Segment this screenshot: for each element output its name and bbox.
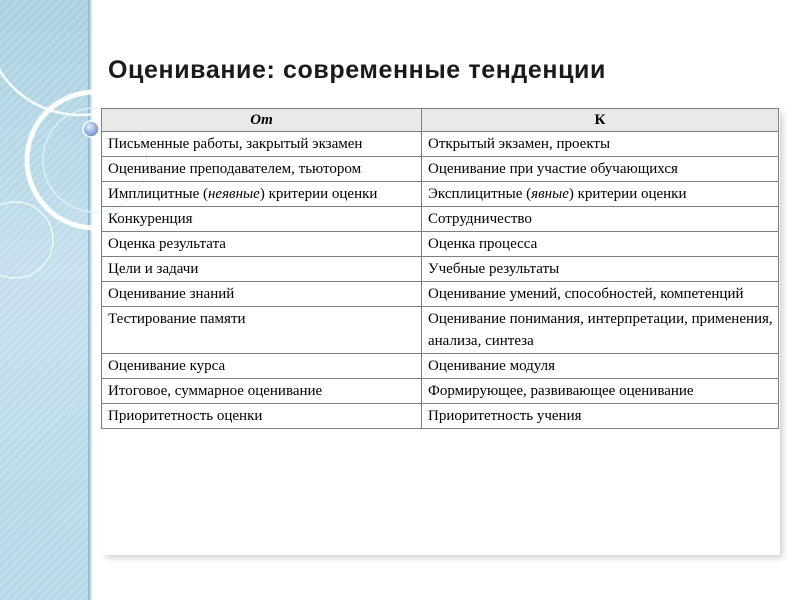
table-row xyxy=(102,182,779,207)
cell-from-text-before: Имплицитные ( xyxy=(108,186,208,202)
cell-to-text-before: Учебные результаты xyxy=(428,261,560,277)
cell-to xyxy=(422,132,779,157)
cell-to xyxy=(422,257,779,282)
cell-from-text-after: ) критерии оценки xyxy=(259,186,378,202)
cell-to xyxy=(422,354,779,379)
cell-to-text-em: явные xyxy=(531,186,569,202)
cell-from xyxy=(102,232,422,257)
cell-from-text-before: Приоритетность оценки xyxy=(108,408,263,424)
cell-to-text-before: Сотрудничество xyxy=(428,211,532,227)
cell-to-text-before: Оценивание модуля xyxy=(428,358,555,374)
cell-from-text-before: Оценивание знаний xyxy=(108,286,235,302)
table-row xyxy=(102,307,779,354)
cell-from-text-em: неявные xyxy=(207,186,260,202)
cell-from xyxy=(102,157,422,182)
trends-table xyxy=(101,108,779,429)
cell-to-text-before: Оценивание умений, способностей, компетенций xyxy=(428,286,744,302)
side-band-edge xyxy=(88,0,92,600)
cell-to-text-before: Оценка процесса xyxy=(428,236,538,252)
cell-to xyxy=(422,157,779,182)
cell-to xyxy=(422,207,779,232)
cell-to-text-before: Оценивание при участие обучающихся xyxy=(428,161,678,177)
cell-to-text-before: Открытый экзамен, проекты xyxy=(428,136,611,152)
cell-from xyxy=(102,182,422,207)
cell-from-text-before: Письменные работы, закрытый экзамен xyxy=(108,136,363,152)
cell-from-text-before: Цели и задачи xyxy=(108,261,199,277)
cell-from-text-before: Итоговое, суммарное оценивание xyxy=(108,383,323,399)
table-row xyxy=(102,232,779,257)
cell-to-text-before: Эксплицитные ( xyxy=(428,186,532,202)
table-row xyxy=(102,282,779,307)
cell-to xyxy=(422,232,779,257)
cell-from-text-before: Оценивание курса xyxy=(108,358,226,374)
cell-from-text-before: Оценка результата xyxy=(108,236,226,252)
cell-to-text-before: Формирующее, развивающее оценивание xyxy=(428,383,694,399)
table-row xyxy=(102,379,779,404)
table-row xyxy=(102,207,779,232)
table-body xyxy=(102,132,779,429)
cell-from xyxy=(102,132,422,157)
cell-to-text-before: Оценивание понимания, интерпретации, применения, анализа, синтеза xyxy=(428,311,773,349)
page-title: Оценивание: современные тенденции xyxy=(108,56,606,84)
table-row xyxy=(102,257,779,282)
table-row xyxy=(102,157,779,182)
cell-from xyxy=(102,282,422,307)
cell-from-text-before: Оценивание преподавателем, тьютором xyxy=(108,161,362,177)
side-band-decoration xyxy=(0,0,88,600)
cell-from xyxy=(102,307,422,354)
table-header-row xyxy=(102,109,779,132)
cell-from xyxy=(102,257,422,282)
cell-to-text-after: ) критерии оценки xyxy=(568,186,687,202)
cell-from xyxy=(102,354,422,379)
cell-to xyxy=(422,182,779,207)
cell-to-text-before: Приоритетность учения xyxy=(428,408,582,424)
table-row xyxy=(102,132,779,157)
cell-from xyxy=(102,379,422,404)
cell-to xyxy=(422,307,779,354)
cell-from xyxy=(102,404,422,429)
cell-to xyxy=(422,379,779,404)
table-row xyxy=(102,404,779,429)
cell-from xyxy=(102,207,422,232)
cell-from-text-before: Конкуренция xyxy=(108,211,193,227)
header-from: От xyxy=(102,109,422,132)
cell-from-text-before: Тестирование памяти xyxy=(108,311,246,327)
cell-to xyxy=(422,282,779,307)
cell-to xyxy=(422,404,779,429)
header-to: К xyxy=(422,109,779,132)
table-row xyxy=(102,354,779,379)
